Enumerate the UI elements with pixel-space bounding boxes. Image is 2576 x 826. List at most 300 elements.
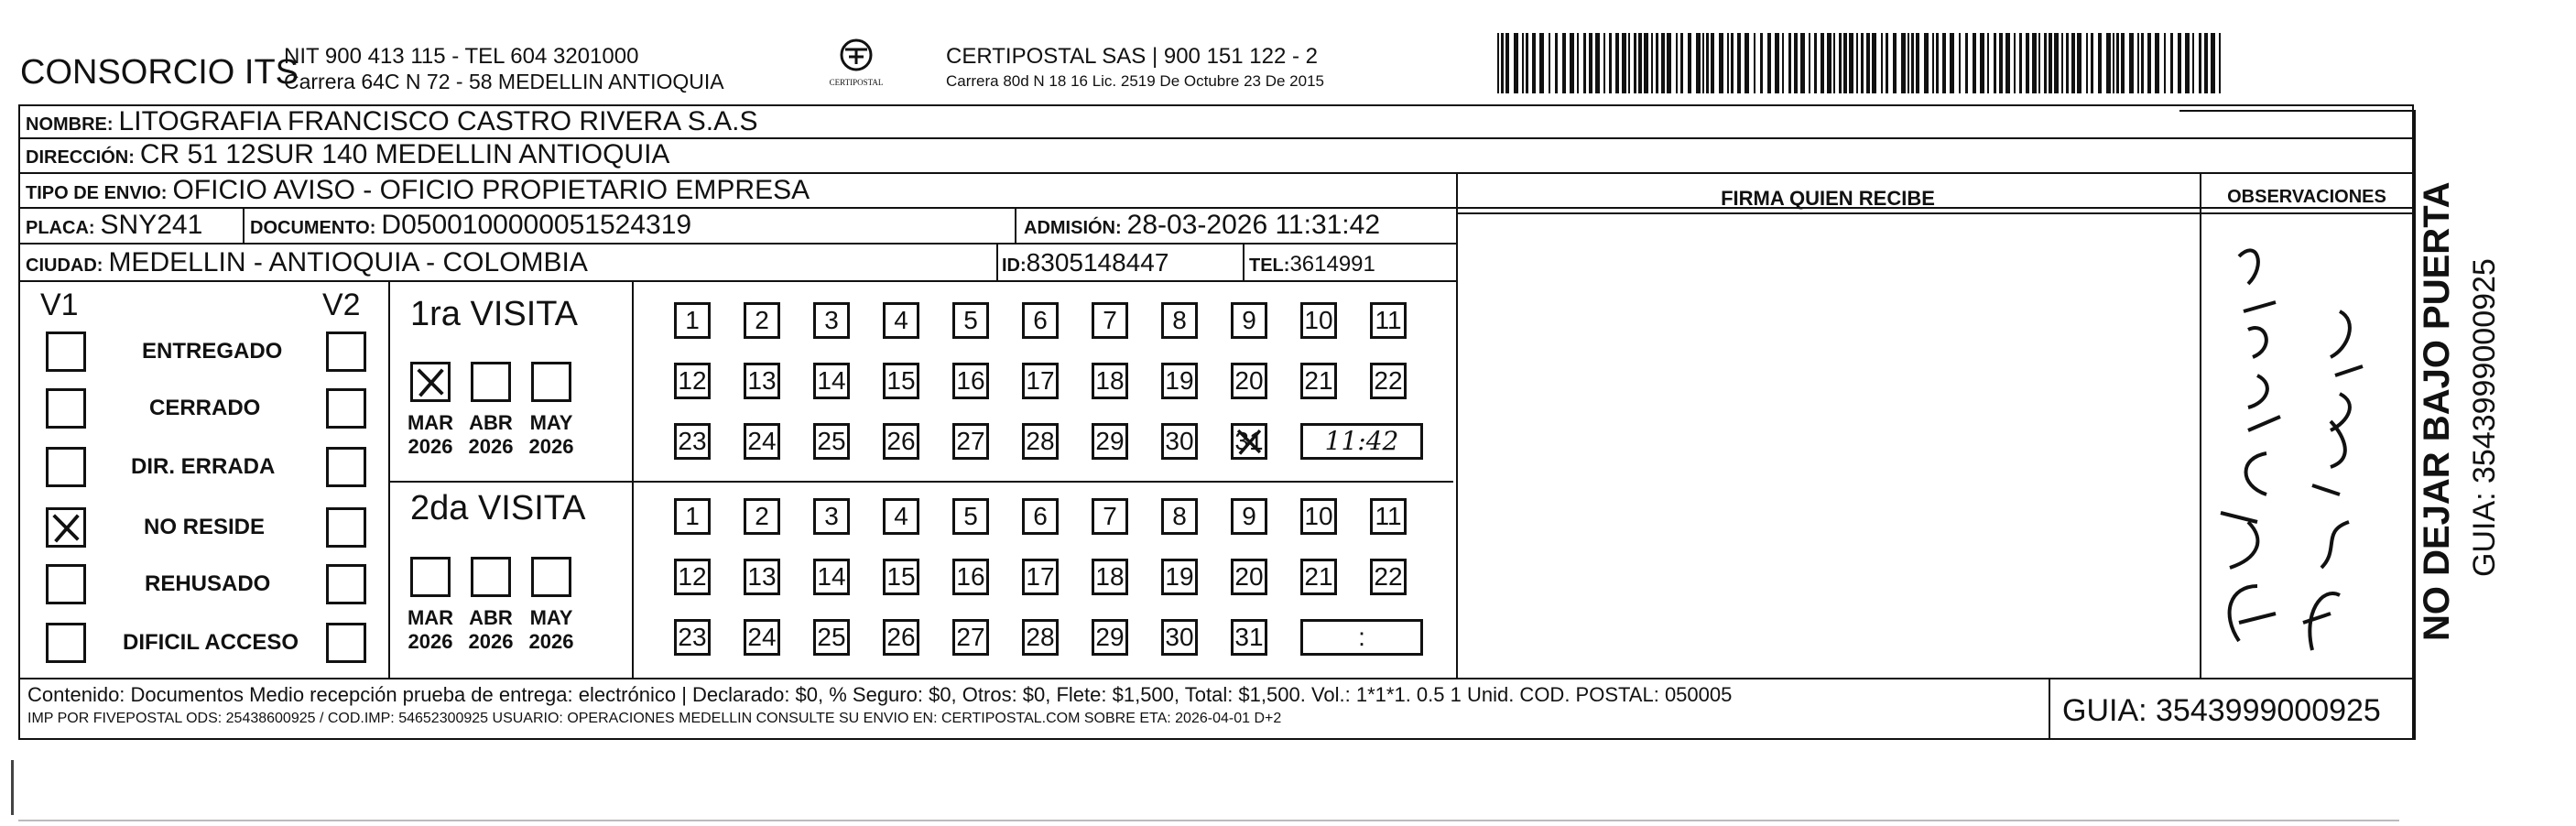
barcode-bar — [2014, 33, 2016, 93]
day-number: 29 — [1095, 427, 1125, 455]
barcode-bar — [1821, 33, 1824, 93]
day-box[interactable] — [1370, 363, 1407, 399]
day-number: 25 — [817, 427, 846, 455]
day-number: 19 — [1165, 366, 1194, 395]
month-year: 2026 — [528, 630, 574, 653]
barcode-bar — [1644, 33, 1648, 93]
barcode-bar — [1609, 33, 1612, 93]
day-number: 7 — [1103, 502, 1117, 530]
barcode-bar — [2219, 33, 2221, 93]
day-number: 7 — [1103, 306, 1117, 334]
barcode-bar — [1702, 33, 1704, 93]
company-name: CONSORCIO ITS — [20, 53, 299, 92]
day-box[interactable] — [744, 302, 780, 339]
day-box[interactable] — [952, 559, 989, 595]
month-checkbox[interactable] — [531, 557, 571, 597]
barcode-bar — [1861, 33, 1864, 93]
barcode-bar — [2032, 33, 2037, 93]
check-mark-icon — [413, 364, 448, 399]
month-label — [524, 411, 579, 459]
barcode-bar — [2106, 33, 2111, 93]
barcode-bar — [1532, 33, 1536, 93]
barcode-bar — [1782, 33, 1784, 93]
month-label — [463, 411, 518, 459]
barcode-bar — [1526, 33, 1528, 93]
day-number: 22 — [1374, 366, 1403, 395]
day-box[interactable] — [1022, 423, 1059, 460]
day-box[interactable] — [674, 559, 711, 595]
day-box[interactable] — [1092, 423, 1128, 460]
month-year: 2026 — [408, 630, 453, 653]
month-label — [403, 606, 458, 654]
barcode-bar — [2005, 33, 2010, 93]
day-number: 12 — [678, 366, 707, 395]
month-checkbox[interactable] — [471, 362, 511, 402]
barcode-bar — [1501, 33, 1504, 93]
barcode — [1497, 33, 2230, 93]
day-box[interactable] — [1092, 363, 1128, 399]
day-box[interactable] — [813, 559, 850, 595]
day-number: 3 — [824, 502, 839, 530]
day-box[interactable] — [1022, 559, 1059, 595]
no-dejar-warning: NO DEJAR BAJO PUERTA — [2417, 181, 2457, 641]
ciudad-field — [26, 247, 588, 281]
barcode-bar — [1794, 33, 1798, 93]
barcode-bar — [1881, 33, 1883, 93]
barcode-bar — [2141, 33, 2144, 93]
day-number: 13 — [747, 366, 777, 395]
day-number: 26 — [886, 427, 916, 455]
day-number: 5 — [963, 502, 978, 530]
ciudad-value: MEDELLIN - ANTIOQUIA - COLOMBIA — [108, 247, 588, 277]
barcode-bar — [1893, 33, 1897, 93]
month-year: 2026 — [468, 630, 514, 653]
day-box[interactable] — [1231, 559, 1267, 595]
day-number: 31 — [1234, 623, 1264, 651]
day-box[interactable] — [1161, 423, 1198, 460]
barcode-bar — [1638, 33, 1642, 93]
day-box[interactable] — [744, 423, 780, 460]
v1-checkbox[interactable] — [46, 331, 86, 372]
day-number: 10 — [1304, 502, 1333, 530]
time-value: 11:42 — [1324, 426, 1399, 456]
month-checkbox[interactable] — [531, 362, 571, 402]
month-name: MAR — [407, 411, 454, 434]
time-value: : — [1358, 623, 1365, 651]
day-box[interactable] — [674, 363, 711, 399]
month-year: 2026 — [528, 435, 574, 458]
month-checkbox[interactable] — [471, 557, 511, 597]
barcode-bar — [1800, 33, 1805, 93]
day-number: 25 — [817, 623, 846, 651]
day-box[interactable] — [883, 302, 919, 339]
month-checkbox[interactable] — [410, 362, 451, 402]
barcode-bar — [1688, 33, 1691, 93]
barcode-bar — [1814, 33, 1817, 93]
barcode-bar — [1901, 33, 1906, 93]
direccion-value: CR 51 12SUR 140 MEDELLIN ANTIOQUIA — [139, 139, 670, 169]
barcode-bar — [1924, 33, 1929, 93]
barcode-bar — [2185, 33, 2190, 93]
day-box[interactable] — [1161, 559, 1198, 595]
day-box[interactable] — [1161, 302, 1198, 339]
barcode-bar — [1676, 33, 1678, 93]
nombre-label: NOMBRE: — [26, 114, 114, 135]
barcode-bar — [1696, 33, 1701, 93]
day-box[interactable] — [883, 559, 919, 595]
day-box[interactable] — [813, 423, 850, 460]
barcode-bar — [1622, 33, 1626, 93]
status-option-label: DIFICIL ACCESO — [123, 630, 299, 655]
barcode-bar — [1656, 33, 1658, 93]
direccion-field — [26, 139, 669, 173]
barcode-bar — [2164, 33, 2166, 93]
ciudad-label: CIUDAD: — [26, 255, 103, 276]
month-year: 2026 — [468, 435, 514, 458]
barcode-bar — [1706, 33, 1709, 93]
day-box[interactable] — [883, 619, 919, 656]
barcode-bar — [1788, 33, 1791, 93]
tipo-envio-field — [26, 175, 810, 209]
month-name: MAY — [529, 411, 573, 434]
barcode-bar — [2116, 33, 2119, 93]
day-box[interactable] — [1161, 363, 1198, 399]
barcode-bar — [1916, 33, 1919, 93]
day-box[interactable] — [813, 619, 850, 656]
day-number: 31 — [1234, 427, 1264, 455]
barcode-bar — [2077, 33, 2081, 93]
day-box[interactable] — [744, 498, 780, 535]
barcode-bar — [1987, 33, 1989, 93]
day-box[interactable] — [1300, 363, 1337, 399]
day-number: 4 — [894, 502, 908, 530]
time-box[interactable] — [1300, 619, 1423, 656]
day-number: 24 — [747, 427, 777, 455]
v1-checkbox[interactable] — [46, 388, 86, 429]
month-name: MAY — [529, 606, 573, 629]
month-checkbox[interactable] — [410, 557, 451, 597]
day-box[interactable] — [952, 302, 989, 339]
day-box[interactable] — [1370, 302, 1407, 339]
barcode-bar — [1849, 33, 1853, 93]
day-box[interactable] — [1231, 619, 1267, 656]
barcode-bar — [1731, 33, 1734, 93]
day-box[interactable] — [674, 302, 711, 339]
barcode-bar — [1522, 33, 1524, 93]
barcode-bar — [1562, 33, 1566, 93]
barcode-bar — [2026, 33, 2029, 93]
day-number: 28 — [1026, 427, 1055, 455]
content-line: Contenido: Documentos Medio recepción prueba de entrega: electrónico | Declarado: $0, % Seguro: $0, Otros: $0, Flete: $1,500, Total: $1,500. Vol.: 1*1*1. 0.5 1 Unid. COD. POSTAL: 050005 — [27, 683, 1733, 706]
day-number: 15 — [886, 562, 916, 591]
day-number: 23 — [678, 427, 707, 455]
barcode-bar — [2155, 33, 2159, 93]
day-box[interactable] — [674, 423, 711, 460]
barcode-bar — [2044, 33, 2047, 93]
barcode-bar — [2086, 33, 2088, 93]
day-box[interactable] — [883, 363, 919, 399]
barcode-bar — [2129, 33, 2134, 93]
month-name: MAR — [407, 606, 454, 629]
day-number: 17 — [1026, 366, 1055, 395]
day-box[interactable] — [952, 363, 989, 399]
day-box[interactable] — [674, 619, 711, 656]
barcode-bar — [1570, 33, 1574, 93]
barcode-bar — [2178, 33, 2181, 93]
company-nit: NIT 900 413 115 - TEL 604 3201000 — [284, 44, 639, 69]
side-guia: GUIA: 3543999000925 — [2467, 258, 2502, 577]
day-number: 1 — [685, 502, 700, 530]
firma-label: FIRMA QUIEN RECIBE — [1721, 187, 1935, 210]
barcode-bar — [1651, 33, 1653, 93]
day-box[interactable] — [744, 619, 780, 656]
day-box[interactable] — [813, 498, 850, 535]
barcode-bar — [1980, 33, 1984, 93]
day-box[interactable] — [1092, 559, 1128, 595]
day-number: 10 — [1304, 306, 1333, 334]
day-box[interactable] — [1092, 619, 1128, 656]
v2-checkbox[interactable] — [326, 331, 366, 372]
barcode-bar — [1965, 33, 1968, 93]
barcode-bar — [2091, 33, 2093, 93]
v1-checkbox[interactable] — [46, 623, 86, 663]
barcode-bar — [1719, 33, 1723, 93]
day-box[interactable] — [952, 619, 989, 656]
day-box[interactable] — [1092, 302, 1128, 339]
day-number: 21 — [1304, 366, 1333, 395]
day-number: 17 — [1026, 562, 1055, 591]
day-box[interactable] — [1022, 498, 1059, 535]
barcode-bar — [2199, 33, 2201, 93]
day-box[interactable] — [883, 498, 919, 535]
barcode-bar — [1555, 33, 1558, 93]
documento-label: DOCUMENTO: — [250, 218, 376, 238]
v2-checkbox[interactable] — [326, 507, 366, 548]
placa-field — [26, 210, 202, 244]
day-box[interactable] — [1022, 619, 1059, 656]
barcode-bar — [1680, 33, 1683, 93]
footer-guia: GUIA: 3543999000925 — [2062, 693, 2381, 728]
documento-field — [250, 210, 691, 244]
day-box[interactable] — [883, 423, 919, 460]
day-number: 13 — [747, 562, 777, 591]
barcode-bar — [2061, 33, 2063, 93]
barcode-bar — [1994, 33, 1996, 93]
tel-value: 3614991 — [1289, 252, 1375, 277]
status-option-label: REHUSADO — [145, 571, 271, 596]
barcode-bar — [2019, 33, 2022, 93]
barcode-bar — [1872, 33, 1876, 93]
barcode-bar — [1827, 33, 1831, 93]
barcode-bar — [1754, 33, 1755, 93]
time-box[interactable] — [1300, 423, 1423, 460]
visit1-title: 1ra VISITA — [410, 295, 579, 333]
day-box[interactable] — [952, 498, 989, 535]
barcode-bar — [1667, 33, 1671, 93]
barcode-bar — [1549, 33, 1550, 93]
id-value: 8305148447 — [1026, 248, 1169, 277]
barcode-bar — [1661, 33, 1665, 93]
day-number: 27 — [956, 623, 985, 651]
tipo-envio-label: TIPO DE ENVIO: — [26, 183, 168, 203]
barcode-bar — [2204, 33, 2208, 93]
day-box[interactable] — [1022, 302, 1059, 339]
barcode-bar — [2071, 33, 2075, 93]
day-number: 29 — [1095, 623, 1125, 651]
v2-label: V2 — [322, 288, 361, 322]
status-option-label: CERRADO — [149, 396, 261, 420]
id-label: ID: — [1002, 255, 1027, 276]
barcode-bar — [2066, 33, 2069, 93]
day-box[interactable] — [1161, 498, 1198, 535]
barcode-bar — [1908, 33, 1909, 93]
status-option-label: NO RESIDE — [144, 515, 266, 539]
tel-label: TEL: — [1249, 255, 1290, 276]
day-box[interactable] — [744, 363, 780, 399]
id-field — [1002, 247, 1168, 281]
day-number: 2 — [755, 306, 769, 334]
barcode-bar — [1833, 33, 1835, 93]
day-box[interactable] — [1300, 498, 1337, 535]
admision-label: ADMISIÓN: — [1024, 218, 1122, 238]
day-number: 22 — [1374, 562, 1403, 591]
v2-checkbox[interactable] — [326, 564, 366, 604]
barcode-bar — [2192, 33, 2194, 93]
day-number: 18 — [1095, 366, 1125, 395]
barcode-bar — [1603, 33, 1605, 93]
v2-checkbox[interactable] — [326, 447, 366, 487]
nombre-value: LITOGRAFIA FRANCISCO CASTRO RIVERA S.A.S — [118, 106, 758, 136]
day-number: 12 — [678, 562, 707, 591]
admision-field — [1024, 210, 1380, 244]
barcode-bar — [1809, 33, 1810, 93]
day-box[interactable] — [1231, 363, 1267, 399]
day-number: 28 — [1026, 623, 1055, 651]
barcode-bar — [1615, 33, 1619, 93]
day-box[interactable] — [813, 302, 850, 339]
barcode-bar — [1999, 33, 2003, 93]
barcode-bar — [2137, 33, 2139, 93]
day-number: 30 — [1165, 427, 1194, 455]
handwritten-notes — [2202, 220, 2413, 673]
barcode-bar — [1843, 33, 1847, 93]
day-number: 18 — [1095, 562, 1125, 591]
observaciones-label: OBSERVACIONES — [2227, 187, 2386, 207]
scan-edge-left — [11, 760, 14, 815]
barcode-bar — [1628, 33, 1630, 93]
certipostal-logo-text: CERTIPOSTAL — [829, 78, 884, 87]
day-box[interactable] — [1370, 498, 1407, 535]
barcode-bar — [1583, 33, 1586, 93]
day-box[interactable] — [1231, 302, 1267, 339]
day-box[interactable] — [674, 498, 711, 535]
day-number: 23 — [678, 623, 707, 651]
barcode-bar — [1866, 33, 1870, 93]
v2-checkbox[interactable] — [326, 623, 366, 663]
day-number: 8 — [1172, 502, 1187, 530]
day-box[interactable] — [952, 423, 989, 460]
barcode-bar — [1856, 33, 1858, 93]
day-number: 9 — [1242, 306, 1256, 334]
barcode-bar — [2113, 33, 2114, 93]
barcode-bar — [1745, 33, 1749, 93]
barcode-bar — [2038, 33, 2040, 93]
barcode-bar — [1959, 33, 1961, 93]
barcode-bar — [1497, 33, 1499, 93]
day-box[interactable] — [744, 559, 780, 595]
barcode-bar — [1936, 33, 1939, 93]
day-number: 20 — [1234, 366, 1264, 395]
day-number: 6 — [1033, 502, 1048, 530]
day-number: 2 — [755, 502, 769, 530]
day-box[interactable] — [1370, 559, 1407, 595]
day-box[interactable] — [813, 363, 850, 399]
visit2-title: 2da VISITA — [410, 489, 586, 527]
status-option-label: DIR. ERRADA — [131, 454, 276, 479]
day-box[interactable] — [1231, 498, 1267, 535]
documento-value: D0500100000051524319 — [381, 210, 692, 240]
day-number: 1 — [685, 306, 700, 334]
day-number: 8 — [1172, 306, 1187, 334]
barcode-bar — [1886, 33, 1888, 93]
barcode-bar — [1514, 33, 1518, 93]
month-label — [463, 606, 518, 654]
day-number: 6 — [1033, 306, 1048, 334]
scan-edge-bottom — [18, 820, 2399, 821]
day-number: 11 — [1375, 502, 1402, 530]
day-number: 24 — [747, 623, 777, 651]
day-number: 9 — [1242, 502, 1256, 530]
day-number: 27 — [956, 427, 985, 455]
day-number: 3 — [824, 306, 839, 334]
barcode-bar — [2054, 33, 2059, 93]
barcode-bar — [1950, 33, 1954, 93]
carrier-name: CERTIPOSTAL SAS | 900 151 122 - 2 — [946, 44, 1318, 69]
placa-value: SNY241 — [100, 210, 203, 240]
company-address: Carrera 64C N 72 - 58 MEDELLIN ANTIOQUIA — [284, 70, 724, 93]
barcode-bar — [1911, 33, 1914, 93]
v1-checkbox[interactable] — [46, 507, 86, 548]
barcode-bar — [1711, 33, 1714, 93]
admision-value: 28-03-2026 11:31:42 — [1126, 210, 1381, 240]
barcode-bar — [1839, 33, 1842, 93]
barcode-bar — [2170, 33, 2173, 93]
barcode-bar — [1932, 33, 1934, 93]
v2-checkbox[interactable] — [326, 388, 366, 429]
day-box[interactable] — [1300, 559, 1337, 595]
v1-checkbox[interactable] — [46, 447, 86, 487]
day-box[interactable] — [1231, 423, 1267, 460]
check-mark-icon — [49, 510, 83, 545]
barcode-bar — [1760, 33, 1763, 93]
day-number: 14 — [817, 562, 846, 591]
day-box[interactable] — [1161, 619, 1198, 656]
day-box[interactable] — [1092, 498, 1128, 535]
day-box[interactable] — [1300, 302, 1337, 339]
day-number: 4 — [894, 306, 908, 334]
barcode-bar — [1595, 33, 1600, 93]
day-box[interactable] — [1022, 363, 1059, 399]
check-mark-icon — [1234, 426, 1265, 457]
certipostal-logo-icon — [829, 37, 884, 73]
v1-checkbox[interactable] — [46, 564, 86, 604]
barcode-bar — [2211, 33, 2215, 93]
certipostal-logo — [829, 37, 884, 93]
barcode-bar — [1539, 33, 1544, 93]
direccion-label: DIRECCIÓN: — [26, 147, 135, 168]
barcode-bar — [1942, 33, 1946, 93]
nombre-field — [26, 106, 757, 140]
